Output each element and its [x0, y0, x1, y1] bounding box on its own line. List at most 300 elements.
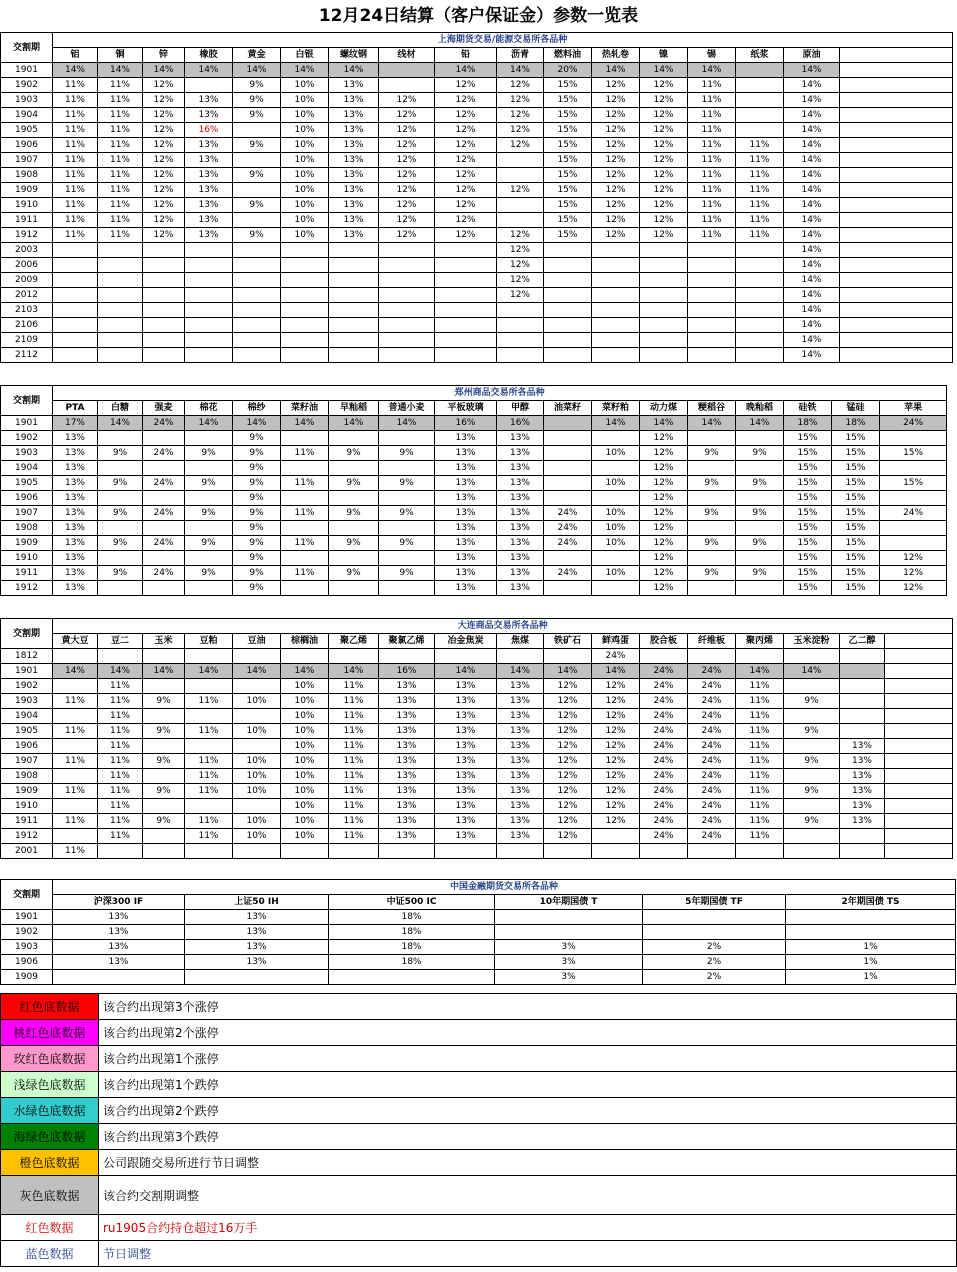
margin-cell: 15%	[784, 536, 832, 551]
margin-cell: 15%	[784, 491, 832, 506]
margin-cell: 12%	[544, 679, 592, 694]
margin-cell	[497, 153, 544, 168]
margin-cell	[185, 844, 233, 859]
margin-cell: 12%	[592, 138, 640, 153]
margin-cell	[640, 288, 688, 303]
margin-cell	[544, 446, 592, 461]
margin-cell	[435, 243, 497, 258]
margin-cell: 13%	[435, 739, 497, 754]
product-header: 镍	[640, 48, 688, 63]
legend-swatch: 桃红色底数据	[1, 1020, 99, 1046]
margin-cell	[233, 303, 281, 318]
empty-cell	[885, 694, 953, 709]
margin-cell: 10%	[281, 739, 329, 754]
margin-cell	[736, 348, 784, 363]
margin-cell: 14%	[233, 416, 281, 431]
margin-cell: 13%	[329, 198, 379, 213]
margin-cell: 11%	[736, 679, 784, 694]
margin-cell: 12%	[497, 108, 544, 123]
margin-cell	[143, 303, 185, 318]
delivery-period-label: 交割期	[1, 386, 53, 416]
margin-cell: 10%	[281, 228, 329, 243]
table-row	[1, 273, 953, 288]
margin-cell	[640, 348, 688, 363]
delivery-month: 1908	[1, 769, 53, 784]
margin-cell	[784, 769, 840, 784]
margin-cell	[233, 153, 281, 168]
margin-cell: 24%	[544, 536, 592, 551]
margin-cell	[329, 649, 379, 664]
delivery-month: 1901	[1, 416, 53, 431]
margin-cell	[880, 431, 947, 446]
margin-cell	[143, 521, 185, 536]
margin-cell: 14%	[688, 416, 736, 431]
margin-cell: 12%	[143, 138, 185, 153]
product-header: 聚氯乙烯	[379, 634, 435, 649]
empty-cell	[840, 153, 953, 168]
margin-cell: 12%	[379, 108, 435, 123]
margin-cell: 24%	[143, 416, 185, 431]
empty-cell	[885, 784, 953, 799]
product-header: 菜籽粕	[592, 401, 640, 416]
legend-description: ru1905合约持仓超过16万手	[99, 1215, 957, 1241]
margin-cell: 12%	[592, 93, 640, 108]
margin-cell	[233, 213, 281, 228]
margin-cell	[495, 910, 643, 925]
margin-cell: 9%	[784, 694, 840, 709]
margin-cell	[185, 461, 233, 476]
margin-cell	[784, 679, 840, 694]
legend-swatch: 海绿色底数据	[1, 1124, 99, 1150]
margin-cell	[143, 649, 185, 664]
margin-cell: 12%	[640, 183, 688, 198]
table-row	[1, 258, 953, 273]
margin-cell	[784, 799, 840, 814]
margin-cell	[379, 273, 435, 288]
margin-cell: 24%	[688, 769, 736, 784]
product-header: 铜	[98, 48, 143, 63]
margin-cell	[435, 318, 497, 333]
legend-description: 该合约出现第3个涨停	[99, 994, 957, 1020]
margin-cell: 13%	[497, 739, 544, 754]
legend-swatch: 橙色底数据	[1, 1150, 99, 1176]
margin-cell: 18%	[329, 955, 495, 970]
margin-cell: 11%	[53, 138, 98, 153]
table-row	[1, 243, 953, 258]
margin-cell: 13%	[379, 754, 435, 769]
margin-cell: 9%	[185, 566, 233, 581]
margin-cell	[53, 333, 98, 348]
margin-cell	[736, 258, 784, 273]
margin-cell: 11%	[185, 829, 233, 844]
margin-cell	[233, 288, 281, 303]
margin-cell	[688, 303, 736, 318]
margin-cell	[592, 243, 640, 258]
margin-cell: 12%	[640, 551, 688, 566]
margin-cell	[185, 679, 233, 694]
margin-cell: 11%	[688, 93, 736, 108]
margin-cell	[379, 63, 435, 78]
margin-cell	[185, 318, 233, 333]
margin-cell: 10%	[233, 829, 281, 844]
margin-cell	[379, 521, 435, 536]
margin-cell: 13%	[53, 955, 185, 970]
margin-cell: 12%	[880, 551, 947, 566]
margin-cell: 9%	[736, 506, 784, 521]
margin-cell	[688, 258, 736, 273]
margin-cell	[544, 551, 592, 566]
margin-cell: 24%	[143, 476, 185, 491]
margin-cell	[281, 461, 329, 476]
margin-cell: 13%	[435, 769, 497, 784]
margin-cell: 13%	[497, 446, 544, 461]
margin-cell: 10%	[592, 536, 640, 551]
margin-cell: 18%	[329, 925, 495, 940]
margin-cell	[53, 799, 98, 814]
margin-cell: 13%	[185, 910, 329, 925]
margin-cell: 9%	[233, 138, 281, 153]
product-header: 5年期国债 TF	[643, 895, 786, 910]
margin-cell: 11%	[329, 829, 379, 844]
margin-cell	[497, 318, 544, 333]
product-header: 豆粕	[185, 634, 233, 649]
margin-cell: 15%	[544, 168, 592, 183]
margin-cell: 14%	[329, 664, 379, 679]
margin-cell: 12%	[497, 123, 544, 138]
margin-cell: 15%	[832, 536, 880, 551]
delivery-month: 1902	[1, 78, 53, 93]
table-row	[1, 183, 953, 198]
margin-cell: 12%	[592, 123, 640, 138]
margin-cell: 14%	[233, 664, 281, 679]
margin-cell	[53, 273, 98, 288]
margin-cell: 11%	[736, 829, 784, 844]
margin-cell: 12%	[143, 123, 185, 138]
margin-cell: 13%	[53, 506, 98, 521]
margin-cell: 12%	[640, 536, 688, 551]
margin-cell: 14%	[688, 63, 736, 78]
margin-cell: 13%	[329, 93, 379, 108]
margin-cell: 11%	[329, 814, 379, 829]
margin-cell: 11%	[736, 183, 784, 198]
delivery-month: 2003	[1, 243, 53, 258]
margin-cell: 13%	[840, 754, 885, 769]
margin-cell: 1%	[786, 940, 956, 955]
margin-cell: 14%	[784, 138, 840, 153]
margin-cell: 12%	[379, 228, 435, 243]
delivery-month: 1904	[1, 108, 53, 123]
margin-cell: 9%	[688, 536, 736, 551]
margin-cell	[233, 273, 281, 288]
margin-cell	[544, 348, 592, 363]
margin-cell	[544, 303, 592, 318]
margin-cell: 13%	[435, 829, 497, 844]
delivery-month: 1912	[1, 581, 53, 596]
margin-cell	[497, 649, 544, 664]
margin-cell: 13%	[435, 754, 497, 769]
margin-cell: 9%	[143, 814, 185, 829]
margin-cell: 11%	[98, 213, 143, 228]
margin-cell	[143, 799, 185, 814]
delivery-month: 2103	[1, 303, 53, 318]
margin-cell: 11%	[98, 694, 143, 709]
margin-cell: 13%	[435, 814, 497, 829]
margin-cell: 15%	[784, 431, 832, 446]
margin-cell: 10%	[281, 93, 329, 108]
margin-cell: 12%	[143, 198, 185, 213]
margin-cell: 13%	[840, 784, 885, 799]
margin-cell: 12%	[143, 153, 185, 168]
margin-cell: 9%	[98, 566, 143, 581]
delivery-month: 1901	[1, 63, 53, 78]
margin-cell: 12%	[640, 506, 688, 521]
table-row	[1, 123, 953, 138]
exchange-name: 上海期货交易/能源交易所各品种	[53, 33, 953, 48]
table-row	[1, 784, 953, 799]
margin-cell: 12%	[379, 198, 435, 213]
margin-cell: 13%	[379, 709, 435, 724]
margin-cell: 14%	[329, 63, 379, 78]
margin-cell: 13%	[185, 168, 233, 183]
margin-cell: 15%	[832, 506, 880, 521]
margin-cell: 12%	[435, 183, 497, 198]
margin-cell	[329, 288, 379, 303]
margin-cell	[329, 970, 495, 985]
empty-cell	[885, 769, 953, 784]
margin-cell	[592, 348, 640, 363]
margin-cell	[786, 910, 956, 925]
margin-cell: 11%	[329, 724, 379, 739]
margin-cell: 14%	[784, 63, 840, 78]
margin-cell	[592, 844, 640, 859]
margin-cell: 10%	[233, 724, 281, 739]
legend-description: 该合约出现第2个跌停	[99, 1098, 957, 1124]
margin-cell: 15%	[544, 183, 592, 198]
margin-cell: 12%	[592, 784, 640, 799]
margin-cell	[640, 303, 688, 318]
margin-cell: 15%	[784, 551, 832, 566]
product-header: 焦煤	[497, 634, 544, 649]
margin-cell: 24%	[592, 649, 640, 664]
margin-cell: 12%	[640, 581, 688, 596]
margin-cell: 9%	[185, 476, 233, 491]
legend-row	[1, 1072, 957, 1098]
product-header: 燃料油	[544, 48, 592, 63]
table-row	[1, 844, 953, 859]
margin-cell: 14%	[784, 318, 840, 333]
product-header: 晚籼稻	[736, 401, 784, 416]
margin-cell: 24%	[544, 521, 592, 536]
margin-cell: 11%	[688, 108, 736, 123]
margin-cell: 24%	[640, 739, 688, 754]
table-row	[1, 446, 947, 461]
margin-cell: 13%	[435, 784, 497, 799]
margin-cell: 11%	[98, 724, 143, 739]
delivery-month: 1901	[1, 664, 53, 679]
margin-cell: 11%	[688, 228, 736, 243]
margin-cell: 13%	[53, 461, 98, 476]
margin-cell: 9%	[329, 506, 379, 521]
product-header: 豆二	[98, 634, 143, 649]
margin-cell: 24%	[640, 709, 688, 724]
empty-cell	[840, 213, 953, 228]
margin-cell: 9%	[143, 784, 185, 799]
margin-cell	[281, 333, 329, 348]
product-header: 棉纱	[233, 401, 281, 416]
delivery-period-label: 交割期	[1, 880, 53, 910]
margin-cell	[379, 348, 435, 363]
product-header: 粳稻谷	[688, 401, 736, 416]
margin-cell	[281, 273, 329, 288]
margin-cell: 9%	[233, 521, 281, 536]
margin-cell: 24%	[688, 754, 736, 769]
empty-cell	[840, 63, 953, 78]
margin-cell	[98, 273, 143, 288]
delivery-month: 1909	[1, 784, 53, 799]
margin-cell	[98, 258, 143, 273]
margin-cell: 9%	[736, 476, 784, 491]
margin-cell: 14%	[784, 183, 840, 198]
margin-cell	[688, 333, 736, 348]
margin-cell: 13%	[497, 551, 544, 566]
margin-cell: 11%	[98, 709, 143, 724]
margin-cell: 12%	[435, 138, 497, 153]
margin-cell	[736, 273, 784, 288]
margin-cell: 10%	[233, 814, 281, 829]
table-row	[1, 739, 953, 754]
margin-cell: 13%	[497, 521, 544, 536]
empty-cell	[840, 138, 953, 153]
margin-cell	[98, 461, 143, 476]
table-row	[1, 551, 947, 566]
margin-cell	[736, 581, 784, 596]
margin-cell: 15%	[832, 476, 880, 491]
margin-cell	[329, 333, 379, 348]
margin-cell: 13%	[329, 108, 379, 123]
margin-cell: 13%	[497, 709, 544, 724]
margin-cell: 11%	[736, 724, 784, 739]
margin-cell: 13%	[497, 694, 544, 709]
margin-cell: 13%	[435, 506, 497, 521]
margin-cell: 9%	[143, 724, 185, 739]
margin-cell: 9%	[379, 506, 435, 521]
margin-cell: 24%	[640, 799, 688, 814]
margin-cell	[880, 536, 947, 551]
margin-cell: 13%	[435, 724, 497, 739]
margin-cell: 15%	[880, 476, 947, 491]
product-header: 橡胶	[185, 48, 233, 63]
empty-cell	[840, 318, 953, 333]
margin-cell: 2%	[643, 955, 786, 970]
delivery-month: 1908	[1, 168, 53, 183]
margin-cell	[688, 491, 736, 506]
product-header: 2年期国债 TS	[786, 895, 956, 910]
margin-cell: 12%	[592, 213, 640, 228]
margin-cell: 9%	[233, 93, 281, 108]
margin-cell: 14%	[435, 664, 497, 679]
margin-cell	[497, 348, 544, 363]
delivery-month: 1911	[1, 814, 53, 829]
margin-cell: 12%	[592, 694, 640, 709]
margin-cell	[688, 521, 736, 536]
margin-cell: 14%	[784, 303, 840, 318]
product-header: 铁矿石	[544, 634, 592, 649]
margin-cell	[736, 123, 784, 138]
delivery-month: 1909	[1, 536, 53, 551]
margin-cell	[98, 491, 143, 506]
margin-cell: 11%	[736, 769, 784, 784]
legend-description: 节日调整	[99, 1241, 957, 1267]
margin-cell: 13%	[53, 910, 185, 925]
page-title: 12月24日结算（客户保证金）参数一览表	[318, 6, 639, 26]
margin-cell: 11%	[53, 123, 98, 138]
margin-cell	[592, 491, 640, 506]
margin-cell: 13%	[497, 679, 544, 694]
margin-cell	[379, 288, 435, 303]
product-header: 10年期国债 T	[495, 895, 643, 910]
margin-cell: 13%	[435, 694, 497, 709]
margin-cell: 14%	[784, 228, 840, 243]
margin-cell: 10%	[592, 566, 640, 581]
margin-cell	[233, 679, 281, 694]
delivery-period-label: 交割期	[1, 619, 53, 649]
margin-cell: 9%	[233, 476, 281, 491]
margin-cell: 24%	[143, 536, 185, 551]
margin-cell: 13%	[185, 228, 233, 243]
margin-cell	[185, 551, 233, 566]
margin-cell: 9%	[98, 446, 143, 461]
margin-cell: 13%	[435, 709, 497, 724]
margin-cell: 11%	[688, 123, 736, 138]
product-header: 玉米淀粉	[784, 634, 840, 649]
product-header: 螺纹钢	[329, 48, 379, 63]
table-row	[1, 506, 947, 521]
margin-cell: 10%	[592, 506, 640, 521]
margin-cell	[688, 461, 736, 476]
table-row	[1, 829, 953, 844]
margin-cell	[143, 709, 185, 724]
margin-cell	[592, 303, 640, 318]
margin-cell	[640, 333, 688, 348]
margin-cell: 15%	[880, 446, 947, 461]
margin-cell	[53, 243, 98, 258]
margin-cell: 12%	[544, 769, 592, 784]
margin-cell	[143, 551, 185, 566]
margin-cell: 24%	[640, 724, 688, 739]
margin-cell	[688, 551, 736, 566]
product-header: 热轧卷	[592, 48, 640, 63]
margin-cell: 13%	[497, 491, 544, 506]
margin-cell: 10%	[592, 446, 640, 461]
margin-cell: 13%	[379, 739, 435, 754]
margin-cell: 15%	[784, 581, 832, 596]
margin-cell	[592, 273, 640, 288]
margin-cell: 11%	[736, 168, 784, 183]
margin-cell	[98, 303, 143, 318]
margin-cell: 15%	[544, 153, 592, 168]
delivery-month: 1904	[1, 461, 53, 476]
margin-cell: 14%	[379, 416, 435, 431]
margin-cell: 11%	[98, 784, 143, 799]
margin-cell: 3%	[495, 955, 643, 970]
margin-cell	[281, 491, 329, 506]
margin-cell: 9%	[784, 814, 840, 829]
margin-cell: 14%	[98, 63, 143, 78]
margin-cell	[643, 925, 786, 940]
margin-cell: 9%	[233, 228, 281, 243]
margin-cell: 15%	[832, 461, 880, 476]
margin-cell	[736, 333, 784, 348]
